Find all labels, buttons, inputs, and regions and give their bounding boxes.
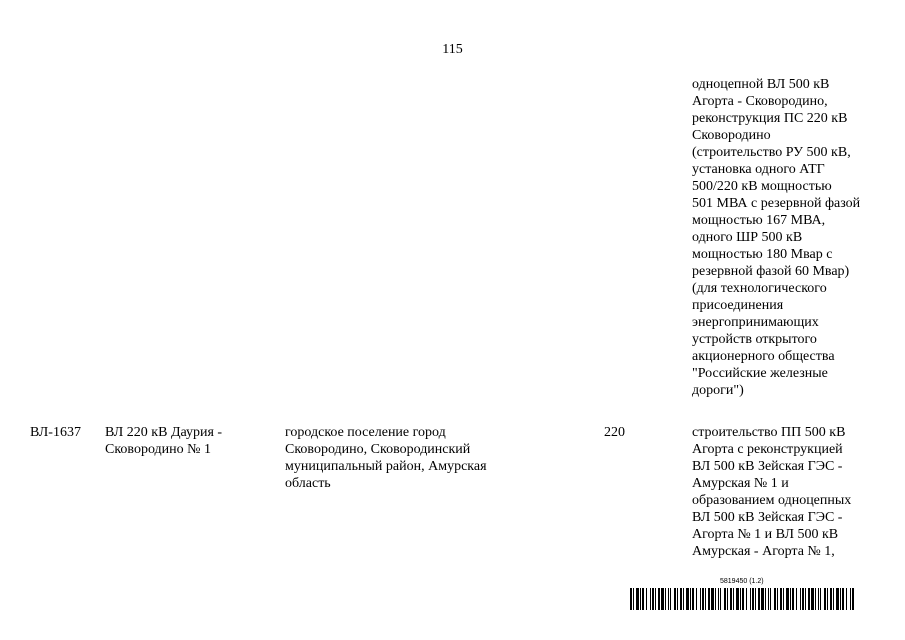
text-line: мощностью 167 МВА, xyxy=(692,213,826,228)
text-line: 501 МВА с резервной фазой xyxy=(692,196,861,211)
page-number: 115 xyxy=(442,42,463,57)
text-line: мощностью 180 Мвар с xyxy=(692,247,833,262)
text-line: акционерного общества xyxy=(692,349,835,364)
text-line: ВЛ 220 кВ Даурия - xyxy=(105,425,223,440)
row-voltage: 220 xyxy=(604,425,625,440)
text-line: образованием одноцепных xyxy=(692,493,852,508)
text-line: Амурская - Агорта № 1, xyxy=(692,544,835,559)
text-line: "Российские железные xyxy=(692,366,828,381)
text-line: энергопринимающих xyxy=(692,315,819,330)
text-line: строительство ПП 500 кВ xyxy=(692,425,846,440)
text-line: присоединения xyxy=(692,298,784,313)
text-line: муниципальный район, Амурская xyxy=(285,459,487,474)
text-line: городское поселение город xyxy=(285,425,446,440)
text-line: ВЛ 500 кВ Зейская ГЭС - xyxy=(692,459,843,474)
text-line: одного ШР 500 кВ xyxy=(692,230,803,245)
text-line: реконструкция ПС 220 кВ xyxy=(692,111,848,126)
row-purpose xyxy=(692,424,887,560)
text-line: устройств открытого xyxy=(692,332,817,347)
text-line: Сковородино № 1 xyxy=(105,442,212,457)
text-line: Агорта - Сковородино, xyxy=(692,94,828,109)
text-line: 500/220 кВ мощностью xyxy=(692,179,832,194)
text-line: (строительство РУ 500 кВ, xyxy=(692,145,851,160)
text-line: Сковородино, Сковородинский xyxy=(285,442,471,457)
row-line-name xyxy=(105,424,270,458)
text-line: Агорта № 1 и ВЛ 500 кВ xyxy=(692,527,839,542)
text-line: (для технологического xyxy=(692,281,827,296)
text-line: Сковородино xyxy=(692,128,771,143)
text-line: дороги") xyxy=(692,383,744,398)
row-location xyxy=(285,424,535,492)
barcode-label: 5819450 (1.2) xyxy=(720,578,764,585)
text-line: Агорта с реконструкцией xyxy=(692,442,843,457)
barcode xyxy=(630,588,855,610)
continued-description xyxy=(692,76,887,399)
row-code: ВЛ-1637 xyxy=(30,425,81,440)
text-line: резервной фазой 60 Мвар) xyxy=(692,264,850,279)
text-line: область xyxy=(285,476,331,491)
text-line: Амурская № 1 и xyxy=(692,476,789,491)
text-line: одноцепной ВЛ 500 кВ xyxy=(692,77,830,92)
text-line: установка одного АТГ xyxy=(692,162,825,177)
text-line: ВЛ 500 кВ Зейская ГЭС - xyxy=(692,510,843,525)
